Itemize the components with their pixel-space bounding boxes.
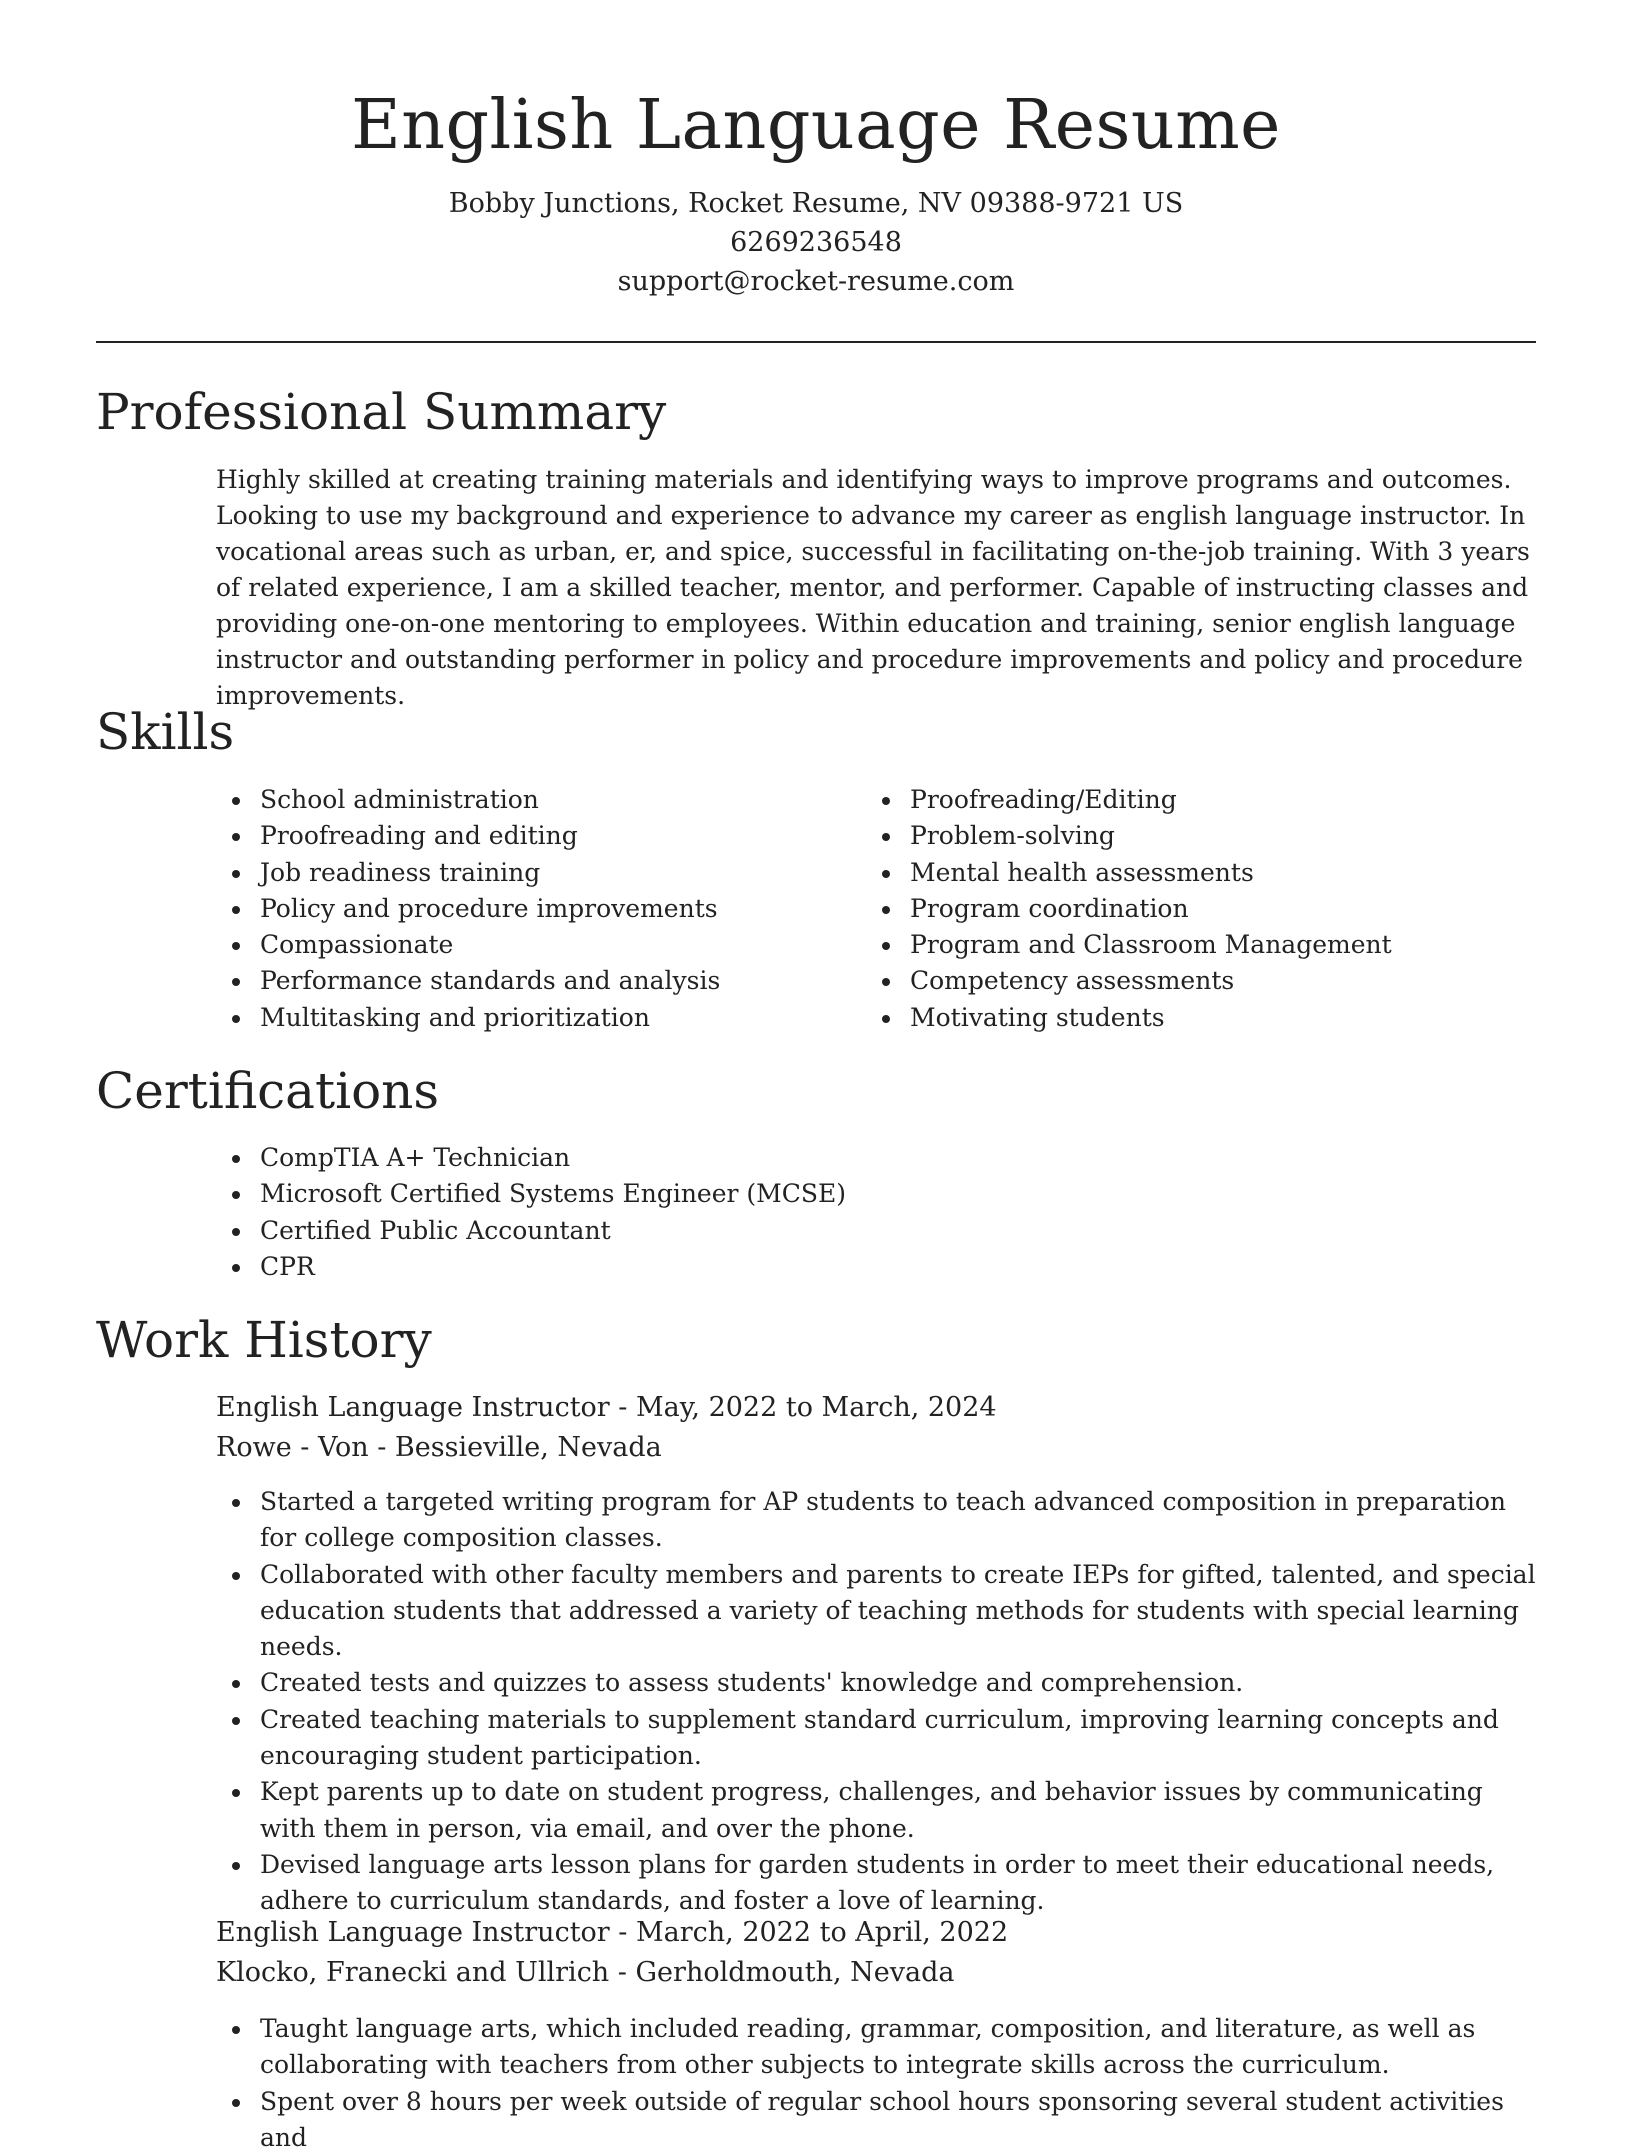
job-duties bbox=[216, 2011, 1538, 2156]
contact-email: support@rocket-resume.com bbox=[617, 266, 1015, 297]
summary-heading: Professional Summary bbox=[96, 383, 667, 441]
list-item: Multitasking and prioritization bbox=[216, 1000, 836, 1036]
contact-phone: 6269236548 bbox=[730, 227, 902, 258]
job-duties bbox=[216, 1484, 1538, 1920]
contact-address: Bobby Junctions, Rocket Resume, NV 09388-9721 US bbox=[448, 188, 1184, 219]
certifications-block bbox=[216, 1140, 1216, 1285]
list-item: CompTIA A+ Technician bbox=[216, 1140, 1216, 1176]
skills-column-right bbox=[866, 782, 1486, 1036]
list-item: Job readiness training bbox=[216, 855, 836, 891]
job-company-line bbox=[216, 1428, 1538, 1468]
list-item: Started a targeted writing program for AP students to teach advanced composition in preparation for college composition classes. bbox=[216, 1484, 1538, 1557]
resume-header bbox=[96, 78, 1536, 301]
list-item: Kept parents up to date on student progress, challenges, and behavior issues by communicating with them in person, via email, and over the phone. bbox=[216, 1774, 1538, 1847]
list-item: Microsoft Certified Systems Engineer (MCSE) bbox=[216, 1176, 1216, 1212]
list-item: Proofreading/Editing bbox=[866, 782, 1486, 818]
list-item: Taught language arts, which included reading, grammar, composition, and literature, as well as collaborating with teachers from other subjects to integrate skills across the curriculum. bbox=[216, 2011, 1538, 2084]
work-history-heading: Work History bbox=[96, 1311, 432, 1369]
list-item: Policy and procedure improvements bbox=[216, 891, 836, 927]
list-item: Created tests and quizzes to assess students' knowledge and comprehension. bbox=[216, 1665, 1538, 1701]
skills-column-left bbox=[216, 782, 836, 1036]
job-title-line bbox=[216, 1388, 1538, 1428]
job-company: Rowe - Von bbox=[216, 1432, 369, 1463]
job-dates: - March, 2022 to April, 2022 bbox=[609, 1917, 1009, 1948]
list-item: Created teaching materials to supplement standard curriculum, improving learning concepts and encouraging student participation. bbox=[216, 1702, 1538, 1775]
skills-list-right bbox=[866, 782, 1486, 1036]
certifications-heading: Certifications bbox=[96, 1062, 440, 1120]
list-item: Competency assessments bbox=[866, 963, 1486, 999]
job-location: - Gerholdmouth, Nevada bbox=[609, 1957, 955, 1988]
skills-heading: Skills bbox=[96, 703, 235, 761]
list-item: Proofreading and editing bbox=[216, 818, 836, 854]
certifications-list bbox=[216, 1140, 1216, 1285]
list-item: Certified Public Accountant bbox=[216, 1213, 1216, 1249]
list-item: Collaborated with other faculty members and parents to create IEPs for gifted, talented, and special education students that addressed a variety of teaching methods for students with special learning needs. bbox=[216, 1557, 1538, 1666]
list-item: Devised language arts lesson plans for garden students in order to meet their educational needs, adhere to curriculum standards, and foster a love of learning. bbox=[216, 1847, 1538, 1920]
job-duties-list bbox=[216, 2011, 1538, 2156]
job-title-line bbox=[216, 1913, 1538, 1953]
list-item: School administration bbox=[216, 782, 836, 818]
job-company-line bbox=[216, 1953, 1538, 1993]
summary-text: Highly skilled at creating training materials and identifying ways to improve programs and outcomes. Looking to use my background and experience to advance my career as english language instructor. In vocational areas such as urban, er, and spice, successful in facilitating on-the-job training. With 3 years of related experience, I am a skilled teacher, mentor, and performer. Capable of instructing classes and providing one-on-one mentoring to employees. Within education and training, senior english language instructor and outstanding performer in policy and procedure improvements and policy and procedure improvements. bbox=[216, 465, 1530, 710]
job-entry bbox=[216, 1913, 1538, 2152]
header-divider bbox=[96, 341, 1536, 343]
list-item: Mental health assessments bbox=[866, 855, 1486, 891]
list-item: Program and Classroom Management bbox=[866, 927, 1486, 963]
skills-list-left bbox=[216, 782, 836, 1036]
job-title: English Language Instructor bbox=[216, 1917, 610, 1948]
resume-title: English Language Resume bbox=[351, 86, 1281, 165]
job-dates: - May, 2022 to March, 2024 bbox=[609, 1392, 997, 1423]
list-item: Performance standards and analysis bbox=[216, 963, 836, 999]
job-location: - Bessieville, Nevada bbox=[368, 1432, 662, 1463]
job-entry bbox=[216, 1388, 1538, 1916]
job-title: English Language Instructor bbox=[216, 1392, 610, 1423]
job-company: Klocko, Franecki and Ullrich bbox=[216, 1957, 610, 1988]
list-item: Program coordination bbox=[866, 891, 1486, 927]
list-item: Spent over 8 hours per week outside of regular school hours sponsoring several student activities and bbox=[216, 2084, 1538, 2156]
list-item: Motivating students bbox=[866, 1000, 1486, 1036]
list-item: Compassionate bbox=[216, 927, 836, 963]
job-duties-list bbox=[216, 1484, 1538, 1920]
list-item: Problem-solving bbox=[866, 818, 1486, 854]
list-item: CPR bbox=[216, 1249, 1216, 1285]
